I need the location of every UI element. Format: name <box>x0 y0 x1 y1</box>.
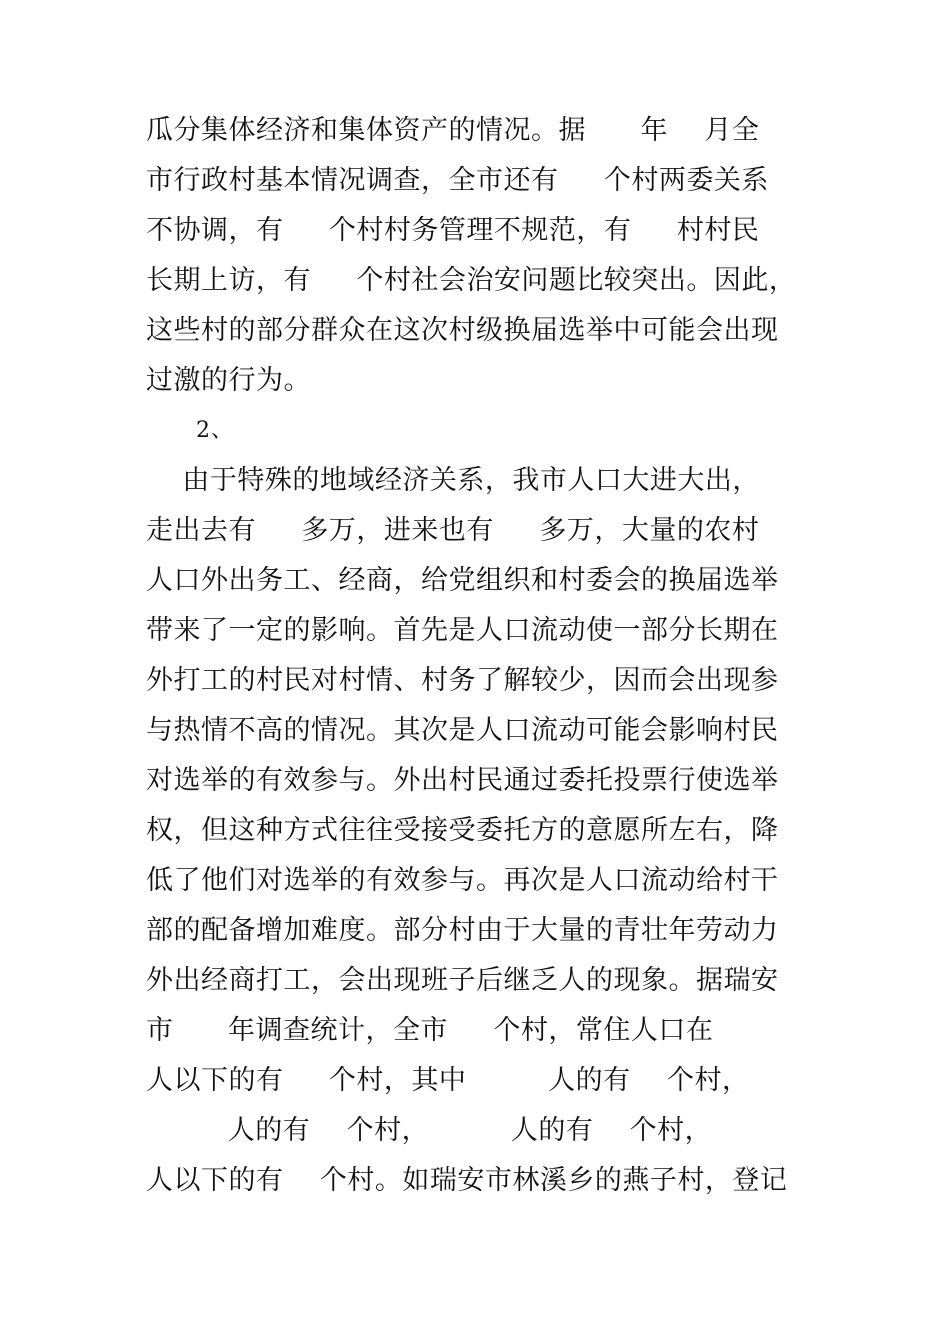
text-line: 瓜分集体经济和集体资产的情况。据 年 月全 <box>146 115 760 146</box>
text-line: 低了他们对选举的有效参与。再次是人口流动给村干 <box>146 865 779 896</box>
text-line: 市行政村基本情况调查，全市还有 个村两委关系 <box>146 165 769 196</box>
text-line: 长期上访，有 个村社会治安问题比较突出。因此， <box>146 265 797 296</box>
text-line: 外打工的村民对村情、村务了解较少，因而会出现参 <box>146 665 779 696</box>
text-line: 权，但这种方式往往受接受委托方的意愿所左右，降 <box>146 815 779 846</box>
text-line: 过激的行为。 <box>146 365 311 396</box>
text-line: 市 年调查统计，全市 个村，常住人口在 <box>146 1015 714 1046</box>
text-line: 部的配备增加难度。部分村由于大量的青壮年劳动力 <box>146 915 779 946</box>
text-line: 这些村的部分群众在这次村级换届选举中可能会出现 <box>146 315 779 346</box>
text-line: 由于特殊的地域经济关系，我市人口大进大出， <box>146 465 760 496</box>
section-heading: 2、 <box>196 418 242 443</box>
text-line: 人的有 个村， 人的有 个村， <box>146 1115 713 1146</box>
text-line: 对选举的有效参与。外出村民通过委托投票行使选举 <box>146 765 779 796</box>
text-line: 人口外出务工、经商，给党组织和村委会的换届选举 <box>146 565 779 596</box>
text-line: 不协调，有 个村村务管理不规范，有 村村民 <box>146 215 760 246</box>
text-line: 带来了一定的影响。首先是人口流动使一部分长期在 <box>146 615 779 646</box>
text-line: 与热情不高的情况。其次是人口流动可能会影响村民 <box>146 715 779 746</box>
text-line: 走出去有 多万，进来也有 多万，大量的农村 <box>146 515 760 546</box>
text-line: 人以下的有 个村，其中 人的有 个村， <box>146 1065 750 1096</box>
text-line: 外出经商打工，会出现班子后继乏人的现象。据瑞安 <box>146 965 779 996</box>
text-line: 人以下的有 个村。如瑞安市林溪乡的燕子村，登记 <box>146 1165 788 1196</box>
